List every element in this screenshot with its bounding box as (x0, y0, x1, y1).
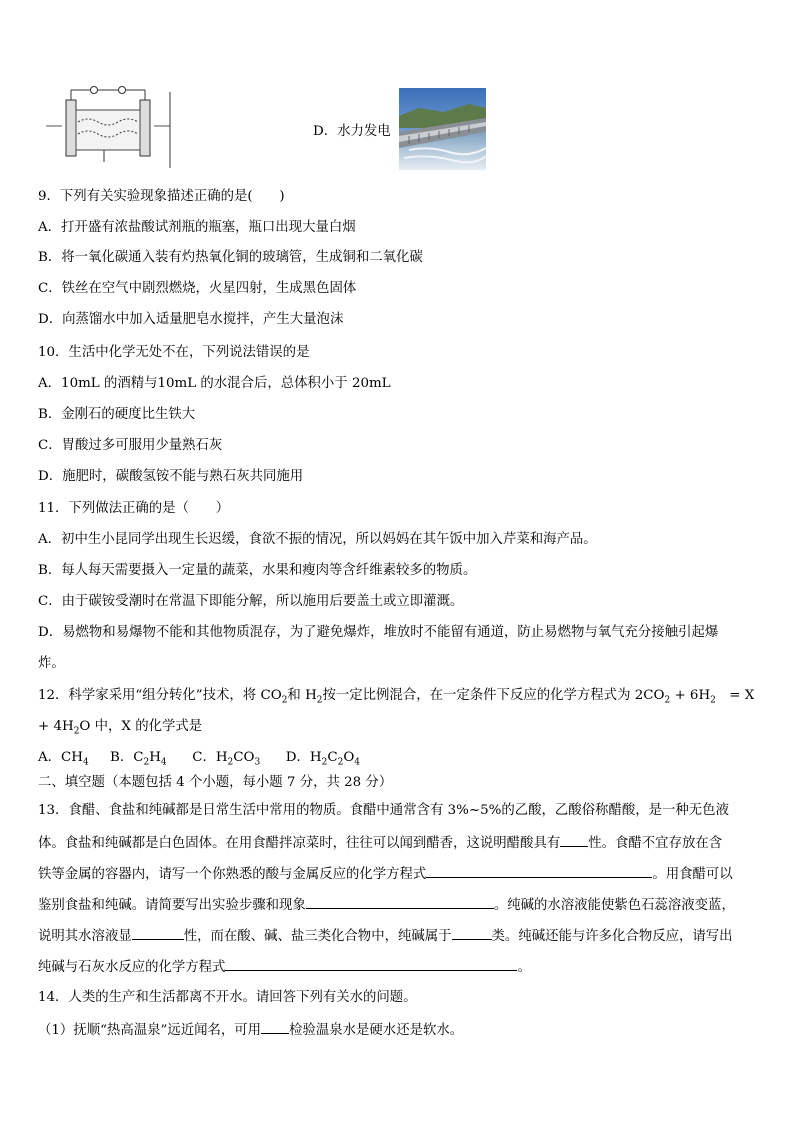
q9-option-b: B．将一氧化碳通入装有灼热氧化铜的玻璃管，生成铜和二氧化碳 (38, 250, 423, 265)
q10-option-c: C．胃酸过多可服用少量熟石灰 (38, 438, 223, 453)
hydropower-dam-photo (399, 88, 486, 170)
q13-line3: 铁等金属的容器内，请写一个你熟悉的酸与金属反应的化学方程式 。用食醋可以 (38, 864, 733, 884)
q9-option-c: C．铁丝在空气中剧烈燃烧，火星四射，生成黑色固体 (38, 281, 357, 296)
answer-blank[interactable] (132, 926, 184, 940)
q13-line5: 说明其水溶液显 性，而在酸、碱、盐三类化合物中，纯碱属于 类。纯碱还能与许多化合物反应，请写出 (38, 926, 733, 946)
q11-option-c: C．由于碳铵受潮时在常温下即能分解，所以施用后要盖土或立即灌溉。 (38, 594, 464, 609)
answer-blank[interactable] (560, 833, 588, 847)
answer-blank[interactable] (306, 895, 494, 909)
q14-part1: （1）抚顺“热高温泉”远近闻名，可用 检验温泉水是硬水还是软水。 (38, 1020, 463, 1040)
q13-line1: 13．食醋、食盐和纯碱都是日常生活中常用的物质。食醋中通常含有 3%~5%的乙酸，乙酸俗称醋酸，是一种无色液 (38, 803, 729, 818)
q11-option-b: B．每人每天需要摄入一定量的蔬菜，水果和瘦肉等含纤维素较多的物质。 (38, 563, 477, 578)
section-heading: 二、填空题（本题包括 4 个小题，每小题 7 分，共 28 分） (38, 775, 393, 790)
q9-option-a: A．打开盛有浓盐酸试剂瓶的瓶塞，瓶口出现大量白烟 (38, 220, 356, 235)
q9-option-d: D．向蒸馏水中加入适量肥皂水搅拌，产生大量泡沫 (38, 312, 344, 327)
q11-stem: 11．下列做法正确的是（ ） (38, 501, 230, 516)
q13-line4: 鉴别食盐和纯碱。请简要写出实验步骤和现象 。纯碱的水溶液能使紫色石蕊溶液变蓝， (38, 895, 735, 915)
q11-option-d: D．易燃物和易爆物不能和其他物质混存，为了避免爆炸，堆放时不能留有通道，防止易燃物与氧气充分接触引起爆 (38, 625, 719, 640)
q12-option-a: A．$CH_4$ (38, 750, 89, 768)
q10-option-a: A．10mL 的酒精与10mL 的水混合后，总体积小于 20mL (38, 376, 391, 391)
q11-option-d-cont: 炸。 (38, 656, 65, 671)
q14-stem: 14．人类的生产和生活都离不开水。请回答下列有关水的问题。 (38, 990, 417, 1005)
q12-option-b: B．$C_2H_4$ (110, 750, 167, 768)
q12-option-c: C．$H_2CO_3$ (192, 750, 261, 768)
q11-option-a: A．初中生小昆同学出现生长迟缓，食欲不振的情况，所以妈妈在其午饭中加入芹菜和海产品。 (38, 532, 597, 547)
electrolytic-cell-diagram (44, 86, 172, 170)
q12-stem-line1: 12．科学家采用“组分转化”技术，将 $CO_2$和 $H_2$按一定比例混合，在一定条件下反应的化学方程式为 $2CO_2 + 6H_2$ = X (38, 688, 755, 706)
answer-blank[interactable] (261, 1020, 289, 1034)
q12-option-d: D．$H_2C_2O_4$ (285, 750, 361, 768)
q13-line2: 体。食盐和纯碱都是白色固体。在用食醋拌凉菜时，往往可以闻到醋香，这说明醋酸具有 性。食醋不宜存放在含 (38, 833, 722, 853)
q10-stem: 10．生活中化学无处不在，下列说法错误的是 (38, 345, 310, 360)
answer-blank[interactable] (225, 957, 517, 971)
q10-option-b: B．金刚石的硬度比生铁大 (38, 407, 196, 422)
q12-options (38, 749, 360, 772)
q12-stem-line2: + $4H_2O$ 中，X 的化学式是 (38, 719, 203, 737)
q9-stem: 9．下列有关实验现象描述正确的是( ) (38, 189, 285, 204)
answer-blank[interactable] (452, 926, 492, 940)
q10-option-d: D．施肥时，碳酸氢铵不能与熟石灰共同施用 (38, 469, 304, 484)
option-d-label: D．水力发电 (313, 124, 391, 139)
answer-blank[interactable] (426, 864, 652, 878)
q13-line6: 纯碱与石灰水反应的化学方程式 。 (38, 957, 531, 977)
